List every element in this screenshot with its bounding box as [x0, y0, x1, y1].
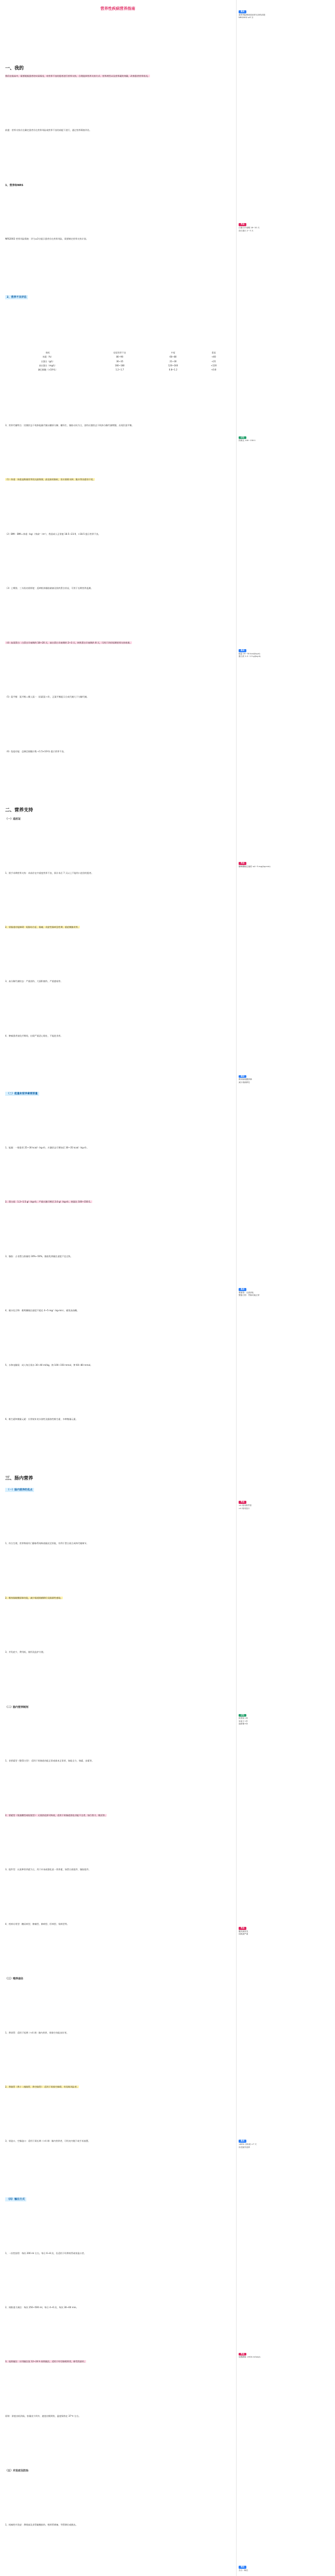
annotation-line: NRS2002 ≥3 分 — [239, 16, 254, 19]
paragraph — [5, 2360, 230, 2364]
subheading: （三）喂养途径 — [5, 1977, 24, 1980]
paragraph-text: 2、鼻肠管（鼻十二指肠管、鼻空肠管）：适用于胃排空障碍、有误吸风险者。 — [5, 2086, 79, 2089]
annotation-line: <4 周用鼻胃管 — [239, 1504, 252, 1506]
paragraph — [5, 129, 230, 132]
table-header-cell: 中度 — [171, 351, 175, 354]
data-table — [5, 351, 230, 372]
annotation-note — [239, 10, 331, 20]
paragraph — [5, 1868, 230, 1872]
subheading: （四）输注方式 — [5, 2197, 26, 2201]
paragraph-text: 4、疾病专用型：糖尿病型、肿瘤型、肺病型、肝病型、肾病型等。 — [5, 1922, 70, 1925]
annotation-tag: 重点 — [239, 2140, 246, 2143]
table-header-cell: 重度 — [211, 351, 216, 354]
subheading: （一）肠内营养的优点 — [5, 1488, 34, 1492]
document-title: 营养性疾病营养指南 — [100, 6, 136, 11]
paragraph-text: 1、围手术期营养支持：术前存在中重度营养不良，预计术后 7 天以上不能经口进食的患者。 — [5, 871, 94, 874]
paragraph — [5, 1923, 230, 1926]
paragraph — [5, 478, 230, 482]
section — [5, 807, 230, 1421]
paragraph-text: 3、并发症少，费用低，使用及监护方便。 — [5, 1651, 46, 1654]
paragraph-text: 2、维持肠黏膜屏障功能，减少肠道细菌移位及肠源性感染。 — [5, 1596, 63, 1599]
paragraph-text: NRS2002 营养风险筛查：评分≥3分提示患者存在营养风险，需要制定营养支持计划。 — [5, 238, 88, 241]
annotation-note — [239, 2566, 331, 2572]
subheading: （一）适应证 — [5, 817, 21, 821]
paragraph-text: 1、非要素型（整蛋白型）：适用于胃肠道功能正常或基本正常者，如能全力、瑞素、安素等。 — [5, 1759, 94, 1762]
section-heading: 三、肠内营养 — [5, 1476, 34, 1481]
paragraph-text: 1、一次性投给：每次 200 ml 左右，每日 6~8 次，仅适用于经鼻胃管或胃造口者。 — [5, 2251, 87, 2255]
table-cell: 前白蛋白（mg/L） — [39, 364, 57, 367]
annotation-line: 白蛋白半衰期 18~20 天 — [239, 226, 260, 229]
paragraph-text: 3、脂肪：占非蛋白热量的 30%~50%，脂肪乳剂输注速度不宜过快。 — [5, 1255, 73, 1258]
paragraph — [5, 1035, 230, 1038]
table-row — [5, 355, 230, 359]
paragraph — [5, 424, 230, 428]
annotation-line: <60% 目标量 >7 天 — [239, 2143, 257, 2145]
annotation-tag: 记忆 — [239, 436, 246, 439]
paragraph-text: 5、水和电解质：成人每日需水 30~40 ml/kg，钠 100~150 mmol，钾 60~80 mmol。 — [5, 1363, 93, 1366]
annotation-note — [239, 649, 331, 658]
paragraph — [5, 1146, 230, 1150]
section — [5, 1476, 230, 2576]
paragraph — [5, 980, 230, 984]
paragraph-text: （4）血清蛋白：白蛋白半衰期约 18~20 天，前白蛋白半衰期约 2~3 天，转铁蛋白半衰期约 8 天，可用于评价短期营养支持效果。 — [5, 641, 132, 644]
table-row — [5, 360, 230, 364]
annotation-line: 补充肠外营养 — [239, 2146, 250, 2148]
paragraph-text: （3）上臂围、三头肌皮褶厚度：反映机体脂肪储备及肌肉蛋白状况，可用于长期营养监测。 — [5, 587, 93, 590]
paragraph — [5, 533, 230, 536]
annotation-line: 周围静脉 <900 mOsm/L — [239, 2356, 261, 2359]
table-row — [5, 364, 230, 368]
annotation-tag: 记忆 — [239, 1714, 246, 1717]
paragraph-text: （6）免疫功能：总淋巴细胞计数 <1.5×10⁹/L 提示营养不良。 — [5, 750, 66, 753]
annotation-column — [239, 0, 335, 2576]
annotation-line: 前白蛋白 2~3 天 — [239, 229, 254, 232]
paragraph — [5, 1200, 230, 1204]
annotation-tag: 重点 — [239, 649, 246, 652]
annotation-line: 减少细菌移位 — [239, 1081, 250, 1083]
table-cell: 1.2~1.7 — [115, 368, 124, 371]
annotation-line: 速度慢→快 — [239, 1723, 248, 1725]
paragraph — [5, 641, 230, 645]
paragraph-text: 我们在临床中，需要根据患者的实际情况，对营养不良的患者进行营养支持，合理选择营养支持方式、营养剂型以及营养素的剂量，改善患者营养状况。 — [5, 74, 150, 77]
annotation-line: 维持肠黏膜屏障 — [239, 1078, 252, 1081]
paragraph-text: 2、间歇重力滴注：每次 250~500 ml，每日 4~6 次，每次 30~60 min。 — [5, 2306, 78, 2309]
annotation-tag: 考点 — [239, 1927, 246, 1930]
paragraph-text: 1、符合生理，营养物质经门静脉系统吸收输送至肝脏，有利于蛋白质合成和代谢调节。 — [5, 1542, 89, 1545]
annotation-note — [239, 1288, 331, 1297]
subheading: （五）并发症及防治 — [5, 2469, 29, 2473]
paragraph — [5, 1309, 230, 1313]
paragraph — [5, 926, 230, 929]
table-cell: 21~30 — [170, 360, 177, 363]
paragraph-text: 2、要素型（氨基酸型或短肽型）：无需消化即可吸收，适用于胃肠道消化功能不全者，如百普力、维沃等。 — [5, 1814, 107, 1817]
paragraph — [5, 2523, 230, 2527]
paragraph-text: 前提：营养支持应在确定患者存在营养风险或营养不良的前提下进行，通过营养筛查评估。 — [5, 129, 92, 132]
annotation-line: 热氮比 100~150:1 — [239, 439, 256, 442]
paragraph-text: 原则：浓度由低到高，容量由少到多，速度由慢到快，温度保持在 37℃ 左右。 — [5, 2414, 81, 2417]
paragraph — [5, 1814, 230, 1818]
annotation-line: 浓度低→高 — [239, 1717, 248, 1720]
annotation-tag: 笔记 — [239, 2566, 246, 2569]
subheading: 1、营养和NRS — [5, 183, 24, 187]
section-heading: 二、营养支持 — [5, 807, 34, 813]
annotation-note — [239, 1714, 331, 1726]
paragraph — [5, 1418, 230, 1421]
annotation-note — [239, 436, 331, 443]
annotation-line: 蛋白质 1.2~1.5 g/(kg·d) — [239, 655, 261, 658]
table-cell: <120 — [211, 364, 217, 367]
annotation-line: 腹泻最常见 — [239, 1930, 248, 1933]
paragraph — [5, 75, 230, 78]
table-cell: 120~160 — [168, 364, 178, 367]
table-cell: 0.8~1.2 — [169, 368, 177, 371]
paragraph — [5, 750, 230, 754]
paragraph-text: 4、碳水化合物：葡萄糖输注速度不超过 4~5 mg/（kg·min），避免高血糖。 — [5, 1309, 79, 1312]
paragraph-text: （5）氮平衡：氮平衡＝摄入氮－（尿素氮＋4），正氮平衡提示合成代谢大于分解代谢。 — [5, 696, 89, 699]
annotation-line: 容量少→多 — [239, 1720, 248, 1722]
paragraph — [5, 2031, 230, 2035]
annotation-line: 葡萄糖输注速度 ≤4~5 mg/(kg·min) — [239, 865, 271, 868]
paragraph — [5, 2252, 230, 2256]
paragraph-text: 4、肿瘤患者放化疗期间，出现严重恶心呕吐、不能进食者。 — [5, 1034, 63, 1037]
table-cell: <60 — [211, 355, 216, 359]
paragraph — [5, 696, 230, 699]
table-cell: 白蛋白（g/L） — [41, 360, 55, 363]
annotation-note — [239, 2140, 331, 2149]
paragraph — [5, 2415, 230, 2418]
annotation-tag: 考点 — [239, 862, 246, 865]
table-header-cell: 轻度营养不良 — [113, 351, 126, 354]
subheading: （二）肠内营养制剂 — [5, 1705, 29, 1709]
paragraph-text: 6、维生素和微量元素：应常规补充水溶性及脂溶性维生素、多种微量元素。 — [5, 1418, 78, 1421]
paragraph — [5, 587, 230, 590]
subheading: （二）能量和营养素需要量 — [5, 1092, 39, 1096]
paragraph-text: 3、胃造口、空肠造口：适用于需长期（>4 周）肠内营养者，可经皮内镜下或手术放置。 — [5, 2140, 91, 2143]
annotation-line: 全合一输注 — [239, 2569, 248, 2571]
column-divider — [236, 0, 237, 2576]
annotation-tag: 重点 — [239, 10, 246, 13]
annotation-tag: 重点 — [239, 1288, 246, 1291]
annotation-line: 能量 25~30 kcal/(kg·d) — [239, 652, 260, 655]
paragraph-text: （2）BMI：BMI＝体重（kg）/身高²（m²），我国成人正常值 18.5~23.9，<18.5 提示营养不良。 — [5, 532, 100, 535]
annotation-note — [239, 1075, 331, 1084]
table-cell: 160~180 — [114, 364, 125, 367]
table-cell: <21 — [211, 360, 216, 363]
paragraph-text: 3、高分解代谢状态：严重创伤、大面积烧伤、严重感染等。 — [5, 980, 63, 983]
annotation-tag: 考点 — [239, 223, 246, 226]
table-header-row — [5, 351, 230, 355]
table-cell: 淋巴细胞（×10⁹/L） — [38, 368, 58, 371]
paragraph — [5, 2086, 230, 2089]
paragraph — [5, 1364, 230, 1367]
paragraph — [5, 2306, 230, 2310]
annotation-note — [239, 862, 331, 868]
paragraph — [5, 1597, 230, 1600]
table-cell: 80~90 — [116, 355, 124, 359]
annotation-note — [239, 1501, 331, 1510]
paragraph-text: 2、胃肠道功能障碍：短肠综合征、肠瘘、炎症性肠病急性期、重症胰腺炎等。 — [5, 926, 80, 929]
paragraph-text: （1）体重：体重是衡量营养状况最简便、最直接的指标，但应排除水肿、腹水等因素的干扰。 — [5, 478, 95, 481]
paragraph — [5, 238, 230, 241]
annotation-line: 整蛋白型：胃肠功能正常 — [239, 1294, 260, 1297]
annotation-tag: 笔记 — [239, 1075, 246, 1078]
paragraph — [5, 1759, 230, 1763]
paragraph-text: 3、营养代谢特点：饥饿状态下机体能量代谢以糖原分解、糖异生、脂肪动员为主，创伤应激状态下机体分解代谢增强，出现负氮平衡。 — [5, 423, 134, 427]
paragraph — [5, 1651, 230, 1654]
paragraph-text: 1、能量：一般患者 25~30 kcal/（kg·d），应激状态可增加至 30~35 kcal/（kg·d）。 — [5, 1146, 89, 1149]
paragraph-text: 3、组件型：以某种营养素为主，用于补充或强化某一营养素，如蛋白质组件、脂肪组件。 — [5, 1868, 91, 1871]
paragraph — [5, 872, 230, 875]
table-cell: 30~35 — [116, 360, 124, 363]
section-heading: 一、我的 — [5, 65, 24, 71]
annotation-tag: 考点 — [239, 2353, 246, 2356]
table-cell: 60~80 — [170, 355, 177, 359]
annotation-line: 误吸最严重 — [239, 1933, 248, 1936]
annotation-note — [239, 223, 331, 232]
table-header-cell: 指标 — [45, 351, 50, 354]
annotation-line: 要素型：无需消化 — [239, 1291, 254, 1294]
paragraph-text: 1、鼻胃管：适用于短期（<4 周）肠内营养、胃排空功能良好者。 — [5, 2031, 69, 2034]
annotation-line: 营养风险筛查是营养支持的前提 — [239, 13, 265, 16]
subheading: 2、营养不良评估 — [5, 295, 28, 299]
paragraph — [5, 1542, 230, 1546]
paragraph-text: 1、机械性并发症：鼻咽部及食管黏膜损伤、喂养管堵塞、导管移位或脱出。 — [5, 2523, 78, 2526]
sections — [5, 65, 230, 2576]
table-cell: 体重（%） — [42, 355, 53, 359]
table-row — [5, 368, 230, 372]
annotation-line: >4 周用造口 — [239, 1507, 250, 1510]
table-cell: <0.8 — [211, 368, 216, 371]
paragraph-text: 2、蛋白质：1.2~1.5 g/（kg·d），严重应激可增至 2.0 g/（kg·d）。热氮比 100~150:1。 — [5, 1200, 93, 1204]
paragraph-text: 3、连续输注：应用输注泵 12~24 h 持续输注，适用于经空肠喂养者，耐受性最好。 — [5, 2360, 87, 2363]
annotation-note — [239, 1927, 331, 1936]
paragraph — [5, 2140, 230, 2143]
section — [5, 65, 230, 754]
annotation-tag: 考点 — [239, 1501, 246, 1504]
annotation-note — [239, 2353, 331, 2359]
paragraph — [5, 1255, 230, 1259]
